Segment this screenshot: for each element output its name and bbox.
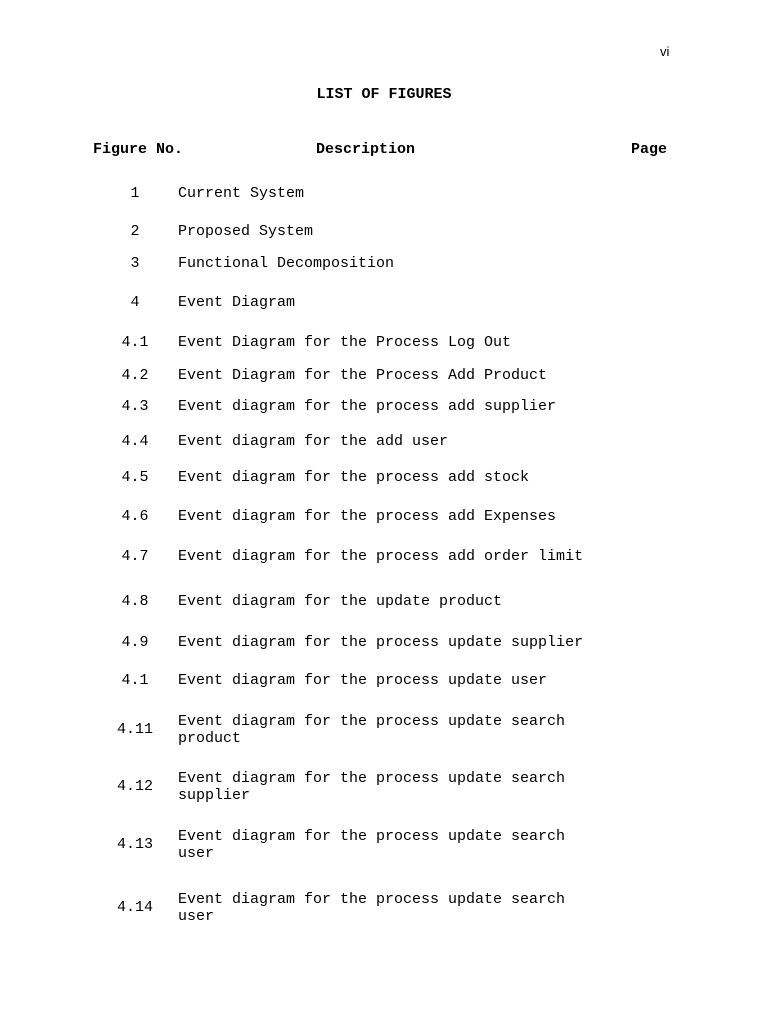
figure-description: Event diagram for the process add supplier (178, 398, 557, 415)
figure-number: 4.3 (121, 398, 149, 415)
header-figure-no: Figure No. (93, 141, 184, 158)
figure-number: 4.14 (116, 899, 153, 916)
figure-description: Event diagram for the process update search product (178, 713, 575, 747)
figure-description: Event Diagram for the Process Add Product (178, 367, 548, 384)
figure-number: 4.1 (121, 334, 149, 351)
figure-description: Event diagram for the process update search user (178, 828, 575, 862)
figure-description: Event diagram for the update product (178, 593, 503, 610)
figure-description: Current System (178, 185, 305, 202)
figure-description: Event diagram for the process update search supplier (178, 770, 575, 804)
figure-number: 4.5 (121, 469, 149, 486)
figure-number: 4.9 (121, 634, 149, 651)
figure-number: 1 (130, 185, 140, 202)
figure-description: Event diagram for the process update user (178, 672, 548, 689)
figure-description: Event diagram for the process add order limit (178, 548, 584, 565)
figure-number: 4.8 (121, 593, 149, 610)
figure-number: 4.7 (121, 548, 149, 565)
figure-description: Event diagram for the process update supplier (178, 634, 584, 651)
figure-number: 3 (130, 255, 140, 272)
figure-description: Event Diagram for the Process Log Out (178, 334, 512, 351)
figure-description: Event diagram for the add user (178, 433, 449, 450)
header-description: Description (316, 141, 416, 158)
figure-description: Event diagram for the process add stock (178, 469, 530, 486)
figure-description: Functional Decomposition (178, 255, 395, 272)
figure-number: 4.12 (116, 778, 153, 795)
figure-number: 4.11 (116, 721, 153, 738)
figure-number: 4.2 (121, 367, 149, 384)
page-title: LIST OF FIGURES (316, 86, 452, 103)
figure-description: Event diagram for the process add Expenses (178, 508, 557, 525)
header-page: Page (631, 141, 668, 158)
figure-number: 2 (130, 223, 140, 240)
figure-number: 4 (130, 294, 140, 311)
figure-number: 4.13 (116, 836, 153, 853)
figure-description: Event diagram for the process update search user (178, 891, 575, 925)
figure-description: Proposed System (178, 223, 314, 240)
page-number: vi (660, 44, 670, 59)
figure-number: 4.4 (121, 433, 149, 450)
figure-number: 4.6 (121, 508, 149, 525)
figure-description: Event Diagram (178, 294, 296, 311)
figure-number: 4.1 (121, 672, 149, 689)
